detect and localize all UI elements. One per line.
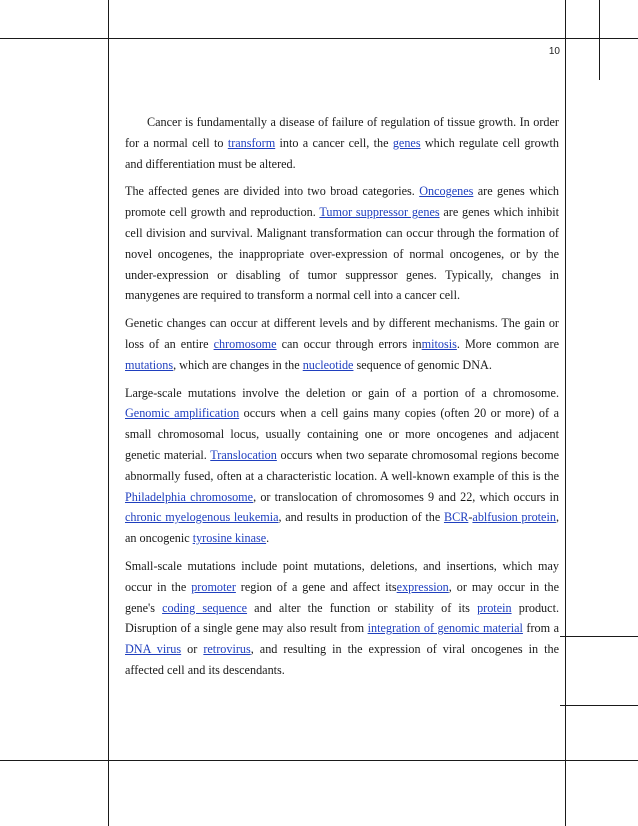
bottom-horizontal-rule: [0, 760, 638, 761]
link-expression[interactable]: expression: [396, 579, 449, 594]
link-philadelphia-chromosome[interactable]: Philadelphia chromosome: [125, 489, 254, 504]
link-genes[interactable]: genes: [392, 135, 421, 150]
body-text: [125, 112, 559, 688]
paragraph-2: The affected genes are divided into two broad categories. Oncogenes are genes which promote cell growth and reproduction. Tumor suppressor genes are genes which inhibit cell division and survival. Malignant transformation can occur through the formation of novel oncogenes, the inappropriate over-expression of normal oncogenes, or by the under-expression or disabling of tumor suppressor genes. Typically, changes in manygenes are required to transform a normal cell into a cancer cell.: [125, 184, 559, 303]
paragraph-3: Genetic changes can occur at different levels and by different mechanisms. The gain or loss of an entire chromosome can occur through errors inmitosis. More common are mutations, which are changes in the nucleotide sequence of genomic DNA.: [125, 316, 559, 372]
page-number: 10: [548, 46, 560, 57]
link-dna-virus[interactable]: DNA virus: [125, 642, 182, 657]
link-tyrosine-kinase[interactable]: tyrosine kinase: [192, 531, 267, 546]
link-retrovirus[interactable]: retrovirus: [203, 642, 251, 657]
link-mutations[interactable]: mutations: [125, 357, 174, 372]
paragraph-4: Large-scale mutations involve the deletion or gain of a portion of a chromosome. Genomic amplification occurs when a cell gains many copies (often 20 or more) of a small chromosomal locus, usually containing one or more oncogenes and adjacent genetic material. Translocation occurs when two separate chromosomal regions become abnormally fused, often at a characteristic location. A well-known example of this is the Philadelphia chromosome, or translocation of chromosomes 9 and 22, which occurs in chronic myelogenous leukemia, and results in production of the BCR-ablfusion protein, an oncogenic tyrosine kinase.: [125, 385, 560, 546]
link-translocation[interactable]: Translocation: [210, 447, 277, 462]
link-fusion-protein[interactable]: fusion protein: [487, 510, 556, 525]
link-abl[interactable]: abl: [472, 510, 488, 525]
link-genomic-amplification[interactable]: Genomic amplification: [125, 406, 240, 421]
far-right-rule: [599, 0, 600, 80]
link-nucleotide[interactable]: nucleotide: [302, 357, 354, 372]
side-rule-upper: [560, 636, 638, 637]
link-mitosis[interactable]: mitosis: [421, 336, 457, 351]
link-coding-sequence[interactable]: coding sequence: [162, 600, 248, 615]
link-bcr[interactable]: BCR: [443, 510, 469, 525]
paragraph-5: Small-scale mutations include point mutations, deletions, and insertions, which may occur in the promoter region of a gene and affect itsexpression, or may occur in the gene's coding sequence and alter the function or stability of its protein product. Disruption of a single gene may also result from integration of genomic material from a DNA virus or retrovirus, and resulting in the expression of viral oncogenes in the affected cell and its descendants.: [125, 558, 560, 677]
right-margin-rule: [565, 0, 566, 826]
link-chronic-myelogenous-leukemia[interactable]: chronic myelogenous leukemia: [125, 510, 279, 525]
left-margin-rule: [108, 0, 109, 826]
link-integration-of-genomic-material[interactable]: integration of genomic material: [367, 621, 523, 636]
top-horizontal-rule: [0, 38, 638, 39]
link-chromosome[interactable]: chromosome: [213, 336, 277, 351]
paragraph-1: Cancer is fundamentally a disease of failure of regulation of tissue growth. In order for a normal cell to transform into a cancer cell, the genes which regulate cell growth and differentiation must be altered.: [125, 115, 559, 171]
side-rule-lower: [560, 705, 638, 706]
link-transform[interactable]: transform: [227, 135, 276, 150]
link-promoter[interactable]: promoter: [191, 579, 236, 594]
link-oncogenes[interactable]: Oncogenes: [419, 184, 474, 199]
link-tumor-suppressor-genes[interactable]: Tumor suppressor genes: [319, 205, 440, 220]
link-protein[interactable]: protein: [477, 600, 512, 615]
